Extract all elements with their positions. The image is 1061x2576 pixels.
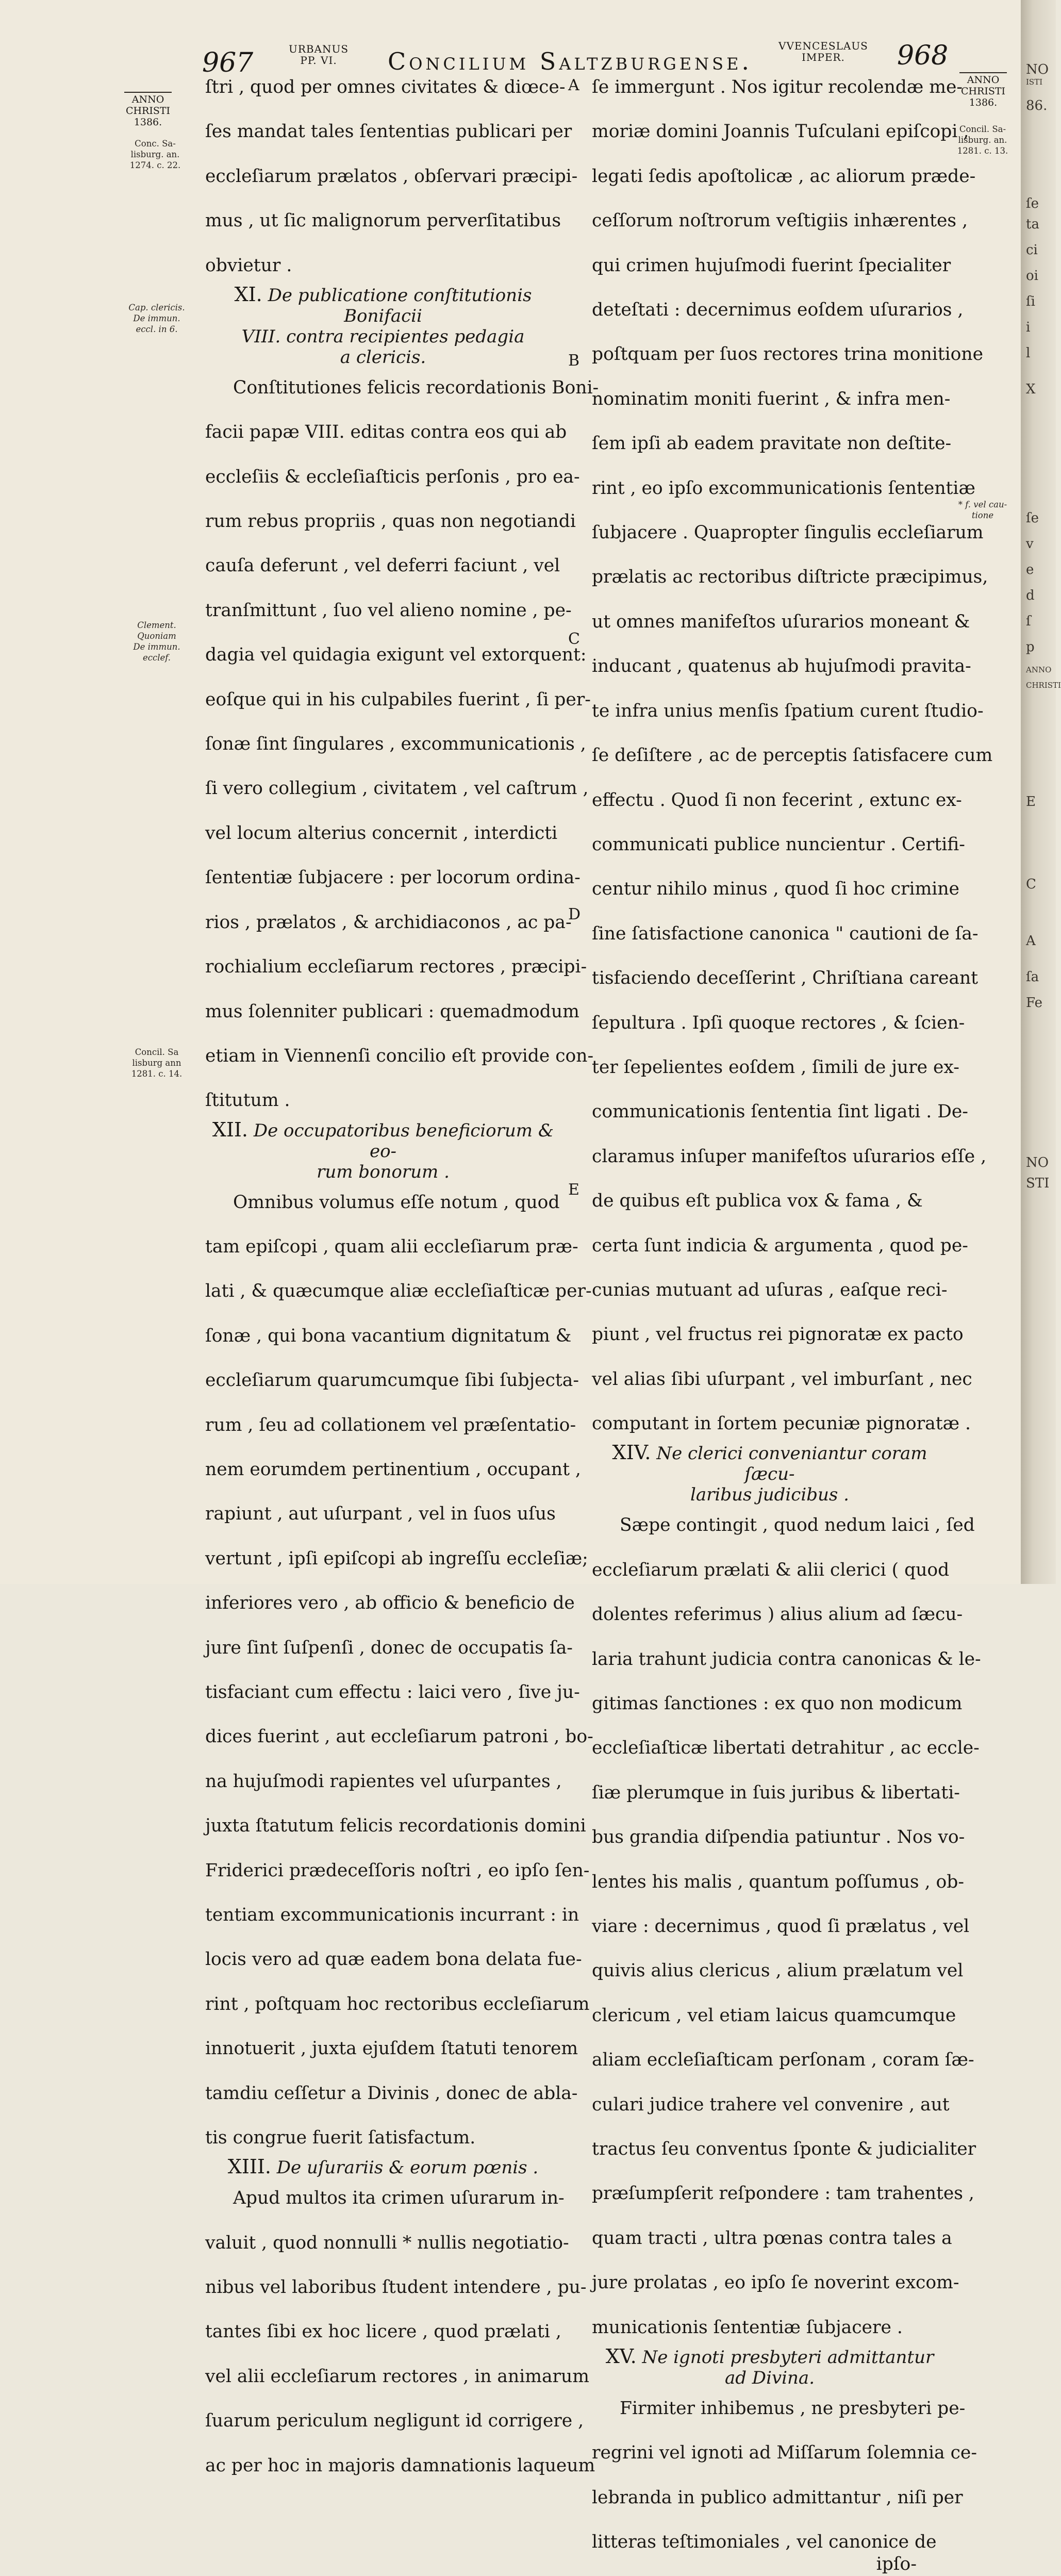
text-line: innotuerit , juxta ejuſdem ſtatuti tenorem bbox=[205, 2038, 578, 2059]
text-line: prælatis ac rectoribus diſtricte præcipimus, bbox=[592, 567, 988, 588]
text-line: ſonæ , qui bona vacantium dignitatum & bbox=[205, 1325, 572, 1346]
text-line: aliam eccleſiaſticam perſonam , coram ſæ- bbox=[592, 2050, 974, 2071]
anno-label: ANNO bbox=[131, 94, 164, 105]
heading-xv bbox=[592, 2346, 948, 2388]
margin-note-line: Conc. Sa- bbox=[135, 139, 176, 148]
margin-note-line: tione bbox=[971, 510, 994, 520]
margin-note-line: eccl. in 6. bbox=[136, 324, 178, 334]
text-line: moriæ domini Joannis Tuſculani epiſcopi , bbox=[592, 121, 969, 142]
text-line: deteſtati : decernimus eoſdem uſurarios , bbox=[592, 300, 964, 321]
text-line: communicationis ſententia ſint ligati . De- bbox=[592, 1101, 968, 1122]
page-number-left: 967 bbox=[202, 47, 254, 78]
margin-note-line: Concil. Sa- bbox=[959, 124, 1006, 134]
text-line: tam epiſcopi , quam alii eccleſiarum præ- bbox=[205, 1236, 578, 1257]
text-line: Conſtitutiones felicis recordationis Boni- bbox=[233, 377, 599, 398]
text-line: tamdiu ceſſetur a Divinis , donec de abla- bbox=[205, 2083, 578, 2104]
margin-note-line: ecclef. bbox=[142, 653, 171, 663]
heading-line: De occupatoribus beneficiorum & eo- bbox=[253, 1120, 554, 1162]
facing-page-fragment: i bbox=[1026, 320, 1031, 335]
text-line: Apud multos ita crimen uſurarum in- bbox=[233, 2188, 565, 2209]
text-line: jure prolatas , eo ipſo ſe noverint excom- bbox=[592, 2272, 959, 2293]
text-line: obvietur . bbox=[205, 255, 292, 276]
facing-page-fragment: ta bbox=[1026, 217, 1039, 232]
text-line: inducant , quatenus ab hujuſmodi pravita- bbox=[592, 656, 971, 677]
text-line: dices fuerint , aut eccleſiarum patroni , bo- bbox=[205, 1726, 593, 1747]
left-paragraph-1 bbox=[205, 76, 578, 277]
left-margin-note-3 bbox=[126, 620, 188, 663]
margin-note-line: Quoniam bbox=[137, 631, 176, 641]
text-line: facii papæ VIII. editas contra eos qui ab bbox=[205, 422, 567, 443]
christi-label: CHRISTI bbox=[125, 105, 171, 117]
facing-page-fragment: ſ bbox=[1026, 614, 1031, 629]
heading-xi-text bbox=[242, 285, 532, 368]
text-line: claramus inſuper manifeſtos uſurarios eſſe , bbox=[592, 1146, 987, 1167]
heading-xiv-number: XIV. bbox=[612, 1441, 651, 1464]
text-line: quam tracti , ultra pœnas contra tales a bbox=[592, 2227, 952, 2249]
text-line: litteras teſtimoniales , vel canonice de bbox=[592, 2532, 937, 2553]
text-line: lentes his malis , quantum poſſumus , ob- bbox=[592, 1871, 965, 1892]
heading-line: Ne ignoti presbyteri admittantur bbox=[642, 2347, 934, 2368]
text-line: lebranda in publico admittantur , niſi per bbox=[592, 2487, 963, 2508]
left-paragraph-2 bbox=[205, 377, 599, 1112]
margin-note-line: De immun. bbox=[133, 642, 180, 652]
text-line: piunt , vel fructus rei pignoratæ ex pacto bbox=[592, 1324, 964, 1345]
text-line: poſtquam per ſuos rectores trina monitione bbox=[592, 344, 984, 365]
emperor-heading bbox=[778, 40, 868, 63]
text-line: Friderici prædeceſſoris noſtri , eo ipſo ſen- bbox=[205, 1860, 590, 1881]
margin-note-line: 1281. c. 13. bbox=[957, 146, 1008, 156]
text-line: etiam in Viennenſi concilio eſt provide con- bbox=[205, 1045, 594, 1066]
section-letter-d: D bbox=[568, 905, 581, 923]
text-line: centur nihilo minus , quod ſi hoc crimine bbox=[592, 879, 959, 900]
heading-line: a clericis. bbox=[340, 346, 426, 368]
heading-xi bbox=[205, 284, 561, 368]
text-line: tentiam excommunicationis incurrant : in bbox=[205, 1905, 579, 1926]
text-line: Omnibus volumus eſſe notum , quod bbox=[233, 1192, 560, 1213]
text-line: tractus ſeu conventus ſponte & judicialiter bbox=[592, 2139, 976, 2160]
facing-page-fragment: STI bbox=[1026, 1176, 1050, 1191]
text-line: lati , & quæcumque aliæ eccleſiaſticæ per- bbox=[205, 1281, 592, 1302]
text-line: rochialium eccleſiarum rectores , præcipi- bbox=[205, 956, 587, 978]
margin-note-line: lisburg ann bbox=[132, 1058, 181, 1068]
text-line: certa ſunt indicia & argumenta , quod pe- bbox=[592, 1235, 968, 1256]
facing-page-fragment: E bbox=[1026, 794, 1036, 810]
pope-heading bbox=[289, 43, 349, 66]
facing-page-fragment: l bbox=[1026, 345, 1031, 361]
text-line: tranſmittunt , ſuo vel alieno nomine , pe- bbox=[205, 600, 572, 621]
text-line: rint , poſtquam hoc rectoribus eccleſiarum bbox=[205, 1993, 590, 2014]
text-line: ſententiæ ſubjacere : per locorum ordina- bbox=[205, 867, 581, 888]
text-line: na hujuſmodi rapientes vel uſurpantes , bbox=[205, 1771, 562, 1792]
pope-title: PP. VI. bbox=[300, 54, 337, 67]
text-line: legati ſedis apoſtolicæ , ac aliorum præde- bbox=[592, 166, 976, 187]
text-line: qui crimen hujuſmodi fuerint ſpecialiter bbox=[592, 255, 951, 276]
text-line: ac per hoc in majoris damnationis laqueum bbox=[205, 2455, 595, 2476]
text-line: te infra unius menſis ſpatium curent ſtudio- bbox=[592, 700, 984, 721]
text-line: ſe deſiſtere , ac de perceptis ſatisfacere cum bbox=[592, 745, 993, 766]
text-line: ſem ipſi ab eadem pravitate non deſtite- bbox=[592, 433, 952, 454]
facing-page-fragment: X bbox=[1026, 382, 1036, 397]
heading-line: De publicatione conſtitutionis Bonifacii bbox=[268, 285, 532, 326]
text-line: nem eorumdem pertinentium , occupant , bbox=[205, 1459, 581, 1480]
text-line: locis vero ad quæ eadem bona delata fue- bbox=[205, 1949, 582, 1970]
facing-page-fragment: e bbox=[1026, 562, 1034, 577]
facing-page-fragment: ſe bbox=[1026, 196, 1039, 211]
section-letter-b: B bbox=[568, 352, 580, 370]
facing-page-fragment: ſa bbox=[1026, 969, 1039, 985]
year-label: 1386. bbox=[134, 117, 162, 128]
text-line: rint , eo ipſo excommunicationis ſententiæ bbox=[592, 477, 975, 499]
text-line: dolentes referimus ) alius alium ad ſæcu- bbox=[592, 1604, 963, 1625]
emperor-name: VVENCESLAUS bbox=[778, 40, 868, 52]
section-letter-e: E bbox=[568, 1181, 579, 1199]
text-line: eccleſiarum prælatos , obſervari præcipi- bbox=[205, 166, 578, 187]
facing-page-fragment: p bbox=[1026, 639, 1035, 655]
year-label-right: 1386. bbox=[969, 97, 998, 108]
text-line: cunias mutuant ad uſuras , eaſque reci- bbox=[592, 1279, 948, 1300]
heading-line: VIII. contra recipientes pedagia bbox=[241, 326, 525, 347]
text-line: dagia vel quidagia exigunt vel extorquent: bbox=[205, 645, 587, 666]
text-line: regrini vel ignoti ad Miſſarum ſolemnia ce- bbox=[592, 2442, 977, 2464]
text-line: effectu . Quod ſi non fecerint , extunc ex- bbox=[592, 789, 962, 811]
text-line: eccleſiaſticæ libertati detrahitur , ac eccle- bbox=[592, 1738, 980, 1759]
heading-xiii-text bbox=[277, 2157, 538, 2178]
left-paragraph-4 bbox=[205, 2187, 595, 2477]
text-line: vertunt , ipſi epiſcopi ab ingreſſu eccleſiæ; bbox=[205, 1548, 588, 1569]
text-line: ſubjacere . Quapropter ſingulis eccleſiarum bbox=[592, 522, 984, 543]
heading-line: laribus judicibus . bbox=[690, 1484, 849, 1506]
heading-xiv-text bbox=[656, 1443, 927, 1505]
facing-page-fragment: NO bbox=[1026, 1155, 1049, 1170]
facing-page-fragment: CHRISTI bbox=[1026, 681, 1061, 690]
text-line: ter ſepelientes eoſdem , ſimili de jure ex- bbox=[592, 1056, 959, 1078]
text-line: clericum , vel etiam laicus quamcumque bbox=[592, 2005, 956, 2026]
text-line: gitimas ſanctiones : ex quo non modicum bbox=[592, 1693, 963, 1714]
heading-xii-number: XII. bbox=[212, 1118, 248, 1141]
text-line: cauſa deferunt , vel deferri faciunt , vel bbox=[205, 555, 560, 576]
margin-note-line: 1274. c. 22. bbox=[129, 160, 181, 170]
heading-xiv bbox=[592, 1442, 948, 1505]
text-line: tisfaciendo deceſſerint , Chriſtiana careant bbox=[592, 968, 979, 989]
text-line: viare : decernimus , quod ſi prælatus , vel bbox=[592, 1916, 970, 1937]
facing-page-fragment: v bbox=[1026, 536, 1034, 552]
facing-page-fragment: ci bbox=[1026, 242, 1038, 258]
left-margin-note-1 bbox=[122, 138, 189, 171]
text-line: culari judice trahere vel convenire , aut bbox=[592, 2094, 950, 2115]
margin-note-line: Concil. Sa bbox=[135, 1047, 179, 1057]
facing-page-edge bbox=[1023, 0, 1061, 1584]
running-title: Concilium Saltzburgense. bbox=[388, 47, 753, 75]
text-line: ſe immergunt . Nos igitur recolendæ me- bbox=[592, 77, 963, 97]
heading-xv-number: XV. bbox=[605, 2344, 637, 2368]
text-line: nibus vel laboribus ſtudent intendere , pu- bbox=[205, 2277, 587, 2298]
heading-xv-text bbox=[642, 2347, 934, 2388]
heading-xi-number: XI. bbox=[234, 283, 262, 306]
facing-page-fragment: ſi bbox=[1026, 294, 1035, 309]
heading-xii-text bbox=[254, 1120, 554, 1182]
text-line: ſi vero collegium , civitatem , vel caſtrum , bbox=[205, 778, 589, 799]
facing-page-fragment: A bbox=[1026, 933, 1036, 949]
text-line: eccleſiis & eccleſiaſticis perſonis , pro ea- bbox=[205, 466, 580, 487]
anno-label-right: ANNO bbox=[967, 74, 1000, 86]
facing-page-fragment: ISTI bbox=[1026, 77, 1043, 87]
text-line: vel alii eccleſiarum rectores , in animarum bbox=[205, 2366, 589, 2387]
pope-name: URBANUS bbox=[289, 43, 349, 55]
facing-page-fragment: ANNO bbox=[1026, 665, 1052, 674]
text-line: Firmiter inhibemus , ne presbyteri pe- bbox=[620, 2398, 966, 2419]
margin-note-line: Clement. bbox=[137, 620, 176, 630]
left-paragraph-3 bbox=[205, 1192, 593, 2150]
text-line: bus grandia diſpendia patiuntur . Nos vo- bbox=[592, 1827, 965, 1848]
text-line: juxta ſtatutum felicis recordationis domini bbox=[205, 1815, 586, 1837]
text-line: mus ſolenniter publicari : quemadmodum bbox=[205, 1001, 579, 1022]
right-margin-star-note bbox=[952, 499, 1014, 521]
margin-note-line: 1281. c. 14. bbox=[131, 1069, 183, 1079]
left-margin-note-2 bbox=[126, 302, 188, 335]
facing-page-fragment: Fe bbox=[1026, 995, 1043, 1011]
text-line: nominatim moniti fuerint , & infra men- bbox=[592, 388, 951, 409]
text-line: ſtitutum . bbox=[205, 1090, 290, 1111]
text-line: laria trahunt judicia contra canonicas & le- bbox=[592, 1648, 981, 1670]
text-line: mus , ut ſic malignorum perverſitatibus bbox=[205, 210, 561, 232]
right-paragraph-3 bbox=[592, 2398, 977, 2553]
emperor-title: IMPER. bbox=[802, 51, 845, 63]
heading-xiii bbox=[205, 2156, 561, 2178]
text-line: vel locum alterius concernit , interdicti bbox=[205, 822, 558, 844]
text-line: eccleſiarum prælati & alii clerici ( quod bbox=[592, 1559, 950, 1580]
text-line: inferiores vero , ab officio & beneficio de bbox=[205, 1593, 575, 1614]
heading-line: De uſurariis & eorum pœnis . bbox=[276, 2157, 539, 2178]
text-line: ſonæ ſint ſingulares , excommunicationis , bbox=[205, 734, 586, 755]
text-line: vel alias ſibi uſurpant , vel imburſant , nec bbox=[592, 1368, 972, 1390]
section-letter-c: C bbox=[568, 630, 580, 648]
text-line: ſes mandat tales ſententias publicari per bbox=[205, 121, 572, 142]
margin-note-line: De immun. bbox=[133, 313, 180, 323]
margin-note-line: Cap. clericis. bbox=[128, 303, 185, 312]
text-line: Sæpe contingit , quod nedum laici , ſed bbox=[620, 1515, 975, 1536]
text-line: tis congrue fuerit ſatisfactum. bbox=[205, 2127, 476, 2149]
facing-page-fragment: 86. bbox=[1026, 98, 1048, 113]
text-line: ſine ſatisfactione canonica " cautioni de ſa- bbox=[592, 923, 979, 944]
text-line: rum , ſeu ad collationem vel præſentatio- bbox=[205, 1414, 576, 1435]
text-line: jure ſint ſuſpenſi , donec de occupatis ſa- bbox=[205, 1637, 573, 1658]
facing-page-fragment: ſe bbox=[1026, 510, 1039, 526]
left-margin-note-4 bbox=[126, 1047, 188, 1079]
text-line: valuit , quod nonnulli * nullis negotiatio- bbox=[205, 2232, 569, 2253]
text-line: ut omnes manifeſtos uſurarios moneant & bbox=[592, 611, 970, 632]
section-letter-a: A bbox=[568, 76, 579, 94]
left-anno-christi bbox=[114, 92, 181, 128]
text-line: rapiunt , aut uſurpant , vel in ſuos uſus bbox=[205, 1504, 556, 1525]
text-line: tantes ſibi ex hoc licere , quod prælati , bbox=[205, 2321, 561, 2342]
heading-xiii-number: XIII. bbox=[227, 2155, 271, 2178]
heading-line: Ne clerici conveniantur coram ſæcu- bbox=[656, 1443, 927, 1485]
text-line: tisfaciant cum effectu : laici vero , ſive ju- bbox=[205, 1682, 580, 1703]
text-line: municationis ſententiæ ſubjacere . bbox=[592, 2317, 903, 2338]
page-header bbox=[0, 40, 1021, 81]
heading-line: ad Divina. bbox=[724, 2367, 815, 2388]
text-line: de quibus eſt publica vox & fama , & bbox=[592, 1191, 923, 1212]
facing-page-fragment: C bbox=[1026, 877, 1036, 892]
christi-label-right: CHRISTI bbox=[960, 86, 1006, 97]
text-line: ſepultura . Ipſi quoque rectores , & ſcien- bbox=[592, 1012, 965, 1033]
facing-page-fragment: d bbox=[1026, 588, 1035, 603]
facing-page-fragment: NO bbox=[1026, 62, 1049, 77]
text-line: ſtri , quod per omnes civitates & diœce- bbox=[205, 77, 566, 97]
heading-xii bbox=[205, 1119, 561, 1182]
margin-note-line: lisburg. an. bbox=[958, 135, 1007, 145]
page-number-right: 968 bbox=[897, 40, 949, 71]
margin-note-line: lisburg. an. bbox=[130, 150, 180, 159]
text-line: ſuarum periculum negligunt id corrigere , bbox=[205, 2410, 584, 2432]
text-line: præſumpſerit reſpondere : tam trahentes , bbox=[592, 2183, 974, 2204]
right-paragraph-2 bbox=[592, 1514, 981, 2339]
margin-note-line: * f. vel cau- bbox=[958, 500, 1007, 509]
text-line: quivis alius clericus , alium prælatum vel bbox=[592, 1960, 964, 1981]
text-line: eoſque qui in his culpabiles fuerint , ſi per- bbox=[205, 689, 591, 710]
text-line: eccleſiarum quarumcumque ſibi ſubjecta- bbox=[205, 1370, 579, 1391]
text-line: computant in ſortem pecuniæ pignoratæ . bbox=[592, 1413, 971, 1434]
left-column bbox=[205, 76, 599, 2477]
facing-page-fragment: oi bbox=[1026, 268, 1038, 284]
heading-line: rum bonorum . bbox=[317, 1161, 450, 1182]
text-line: rum rebus propriis , quas non negotiandi bbox=[205, 511, 576, 532]
text-line: ceſſorum noſtrorum veſtigiis inhærentes , bbox=[592, 210, 968, 232]
catchword: ipſo- bbox=[876, 2554, 917, 2575]
text-line: ſiæ plerumque in ſuis juribus & libertati- bbox=[592, 1782, 960, 1803]
text-line: rios , prælatos , & archidiaconos , ac pa- bbox=[205, 912, 572, 933]
text-line: communicati publice nuncientur . Certifi- bbox=[592, 834, 965, 855]
